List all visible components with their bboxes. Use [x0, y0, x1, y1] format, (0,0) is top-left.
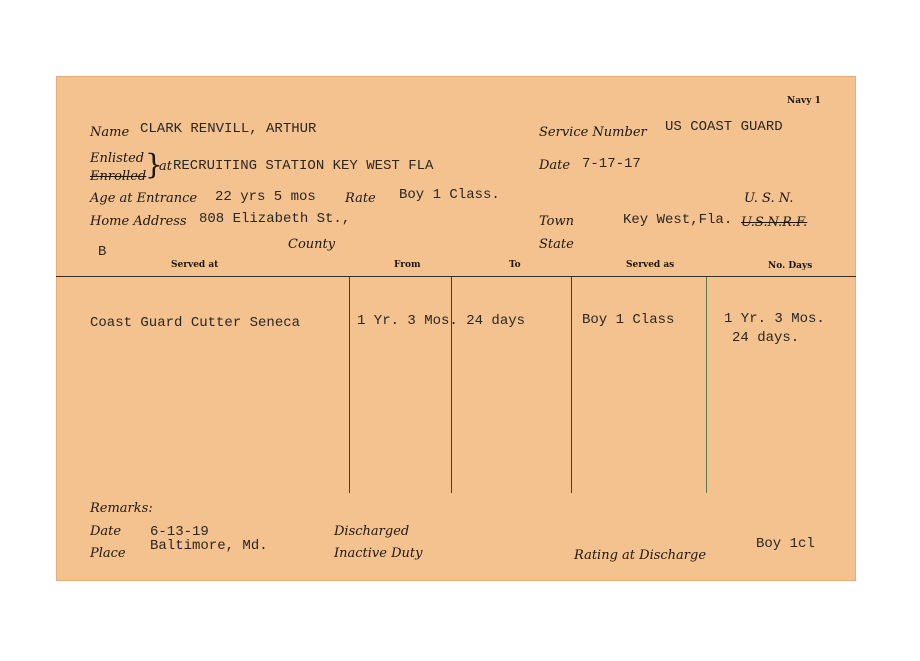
served-as-value: Boy 1 Class [582, 312, 675, 328]
at-label: at [159, 159, 172, 174]
column-divider-3 [571, 277, 572, 493]
rate-label: Rate [345, 191, 376, 206]
home-address-label: Home Address [90, 214, 187, 229]
header-no-days: No. Days [768, 261, 813, 271]
served-at-value: Coast Guard Cutter Seneca [90, 315, 301, 331]
county-label: County [288, 237, 336, 252]
remarks-label: Remarks: [90, 501, 153, 516]
enlisted-label: Enlisted [90, 151, 145, 166]
from-to-value: 1 Yr. 3 Mos. 24 days [357, 313, 526, 329]
header-served-as: Served as [626, 260, 675, 270]
usn-value: U. S. N. [744, 191, 794, 206]
usnrf-label: U.S.N.R.F. [741, 215, 808, 230]
home-address-value: 808 Elizabeth St., [199, 211, 351, 227]
discharge-date-label: Date [90, 524, 122, 539]
form-number: Navy 1 [787, 96, 821, 106]
header-served-at: Served at [171, 260, 219, 270]
header-to: To [509, 260, 521, 270]
column-divider-1 [349, 277, 350, 493]
enrolled-label: Enrolled [90, 169, 147, 184]
inactive-duty-label: Inactive Duty [334, 546, 423, 561]
discharge-date-value: 6-13-19 [150, 524, 209, 540]
header-from: From [394, 260, 421, 270]
service-number-label: Service Number [539, 125, 647, 140]
table-header-rule [56, 276, 856, 277]
place-label: Place [90, 546, 126, 561]
brace-symbol: } [145, 148, 163, 181]
age-value: 22 yrs 5 mos [215, 189, 316, 205]
rating-at-discharge-label: Rating at Discharge [574, 548, 707, 563]
name-label: Name [90, 125, 130, 140]
rating-at-discharge-value: Boy 1cl [756, 536, 815, 552]
no-days-value-line1: 1 Yr. 3 Mos. [724, 311, 825, 327]
town-label: Town [539, 214, 574, 229]
column-divider-2 [451, 277, 452, 493]
no-days-value-line2: 24 days. [732, 330, 800, 346]
letter-value: B [98, 244, 107, 260]
discharged-label: Discharged [334, 524, 410, 539]
state-label: State [539, 237, 574, 252]
column-divider-4 [706, 277, 707, 493]
age-label: Age at Entrance [90, 191, 198, 206]
rate-value: Boy 1 Class. [399, 187, 500, 203]
name-value: CLARK RENVILL, ARTHUR [140, 121, 317, 137]
service-number-value: US COAST GUARD [665, 119, 783, 135]
service-record-card [56, 76, 856, 581]
discharge-place-value: Baltimore, Md. [150, 538, 268, 554]
enlisted-at-value: RECRUITING STATION KEY WEST FLA [173, 158, 434, 174]
enlisted-date-value: 7-17-17 [582, 156, 641, 172]
date-label: Date [539, 158, 571, 173]
town-value: Key West,Fla. [623, 212, 733, 228]
